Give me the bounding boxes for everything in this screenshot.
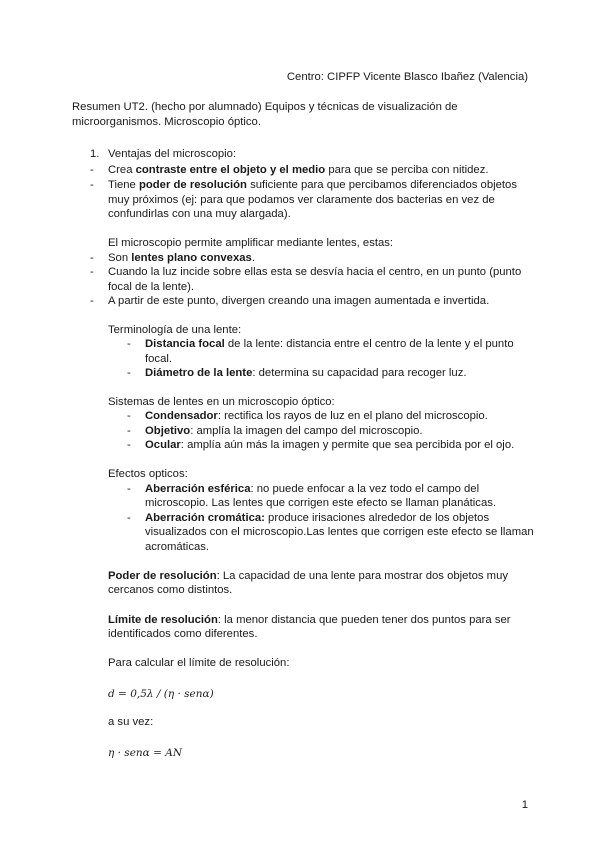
bullet-marker: - xyxy=(127,439,131,451)
item-bold: Condensador xyxy=(145,410,218,422)
section-number: 1. xyxy=(90,148,100,160)
list-item xyxy=(145,337,514,352)
list-item: A partir de este punto, divergen creando una imagen aumentada e invertida. xyxy=(108,295,490,307)
term-text: : La capacidad de una lente para mostrar dos objetos muy xyxy=(216,570,508,582)
bullet-marker: - xyxy=(90,179,94,191)
bullet-marker: - xyxy=(127,425,131,437)
item-bold: Diámetro de la lente xyxy=(145,367,253,379)
list-item xyxy=(145,409,488,424)
list-item xyxy=(145,511,489,526)
item-text: de la lente: distancia entre el centro de la lente y el punto xyxy=(224,338,514,350)
item-text: produce irisaciones alrededor de los objetos xyxy=(264,512,490,524)
list-item-continuation: focal de la lente). xyxy=(108,281,195,293)
item-text: para que se perciba con nitidez. xyxy=(325,164,489,176)
bullet-marker: - xyxy=(90,295,94,307)
term-bold: Límite de resolución xyxy=(108,614,218,626)
item-bold: Ocular xyxy=(145,439,181,451)
bullet-marker: - xyxy=(127,483,131,495)
definition-paragraph xyxy=(108,613,511,628)
section-heading: Ventajas del microscopio: xyxy=(108,148,237,160)
bullet-marker: - xyxy=(127,367,131,379)
paragraph: Efectos opticos: xyxy=(108,468,188,480)
list-item xyxy=(108,251,255,266)
item-text: : amplía la imagen del campo del microscopio. xyxy=(190,425,423,437)
item-text: Tiene xyxy=(108,179,139,191)
paragraph: Terminología de una lente: xyxy=(108,324,242,336)
document-title: Resumen UT2. (hecho por alumnado) Equipos y técnicas de visualización de microorganismos. Microscopio óptico. xyxy=(72,101,458,128)
item-text: : determina su capacidad para recoger luz. xyxy=(252,367,467,379)
item-bold: Aberración esférica xyxy=(145,483,251,495)
item-text: : no puede enfocar a la vez todo el campo del xyxy=(250,483,480,495)
list-item-continuation: muy próximos (ej: para que podamos ver claramente dos bacterias en vez de xyxy=(108,194,495,206)
item-bold: Distancia focal xyxy=(145,338,225,350)
list-item xyxy=(108,163,489,178)
item-bold: Aberración cromática: xyxy=(145,512,265,524)
definition-paragraph xyxy=(108,569,508,584)
bullet-marker: - xyxy=(90,252,94,264)
item-text: Son xyxy=(108,252,132,264)
item-bold: poder de resolución xyxy=(138,179,247,191)
bullet-marker: - xyxy=(127,338,131,350)
item-text: : rectifica los rayos de luz en el plano del microscopio. xyxy=(217,410,488,422)
page-number: 1 xyxy=(521,799,528,811)
item-bold: Objetivo xyxy=(145,425,191,437)
paragraph: Para calcular el límite de resolución: xyxy=(108,657,290,669)
item-text: : amplía aún más la imagen y permite que sea percibida por el ojo. xyxy=(180,439,515,451)
list-item-continuation: microscopio. Las lentes que corrigen este efecto se llaman planáticas. xyxy=(145,497,497,509)
bullet-marker: - xyxy=(127,410,131,422)
term-bold: Poder de resolución xyxy=(108,570,217,582)
paragraph: El microscopio permite amplificar mediante lentes, estas: xyxy=(108,237,394,249)
list-item: Cuando la luz incide sobre ellas esta se desvía hacia el centro, en un punto (punto xyxy=(108,266,522,278)
list-item xyxy=(145,438,514,453)
paragraph: Sistemas de lentes en un microscopio óptico: xyxy=(108,396,335,408)
item-bold: lentes plano convexas xyxy=(131,252,252,264)
formula-numerical-aperture: η · senα = AN xyxy=(108,747,183,759)
bullet-marker: - xyxy=(90,164,94,176)
bullet-marker: - xyxy=(90,266,94,278)
list-item xyxy=(145,366,467,381)
paragraph: a su vez: xyxy=(108,716,154,728)
list-item-continuation: acromáticas. xyxy=(145,541,210,553)
list-item-continuation: visualizados con el microscopio.Las lentes que corrigen este efecto se llaman xyxy=(145,526,534,538)
list-item-continuation: confundirlas con una muy alargada). xyxy=(108,208,291,220)
bullet-marker: - xyxy=(127,512,131,524)
definition-continuation: identificados como diferentes. xyxy=(108,628,258,640)
item-bold: contraste entre el objeto y el medio xyxy=(135,164,326,176)
list-item xyxy=(145,482,479,497)
item-text: suficiente para que percibamos diferenciados objetos xyxy=(246,179,517,191)
page-header: Centro: CIPFP Vicente Blasco Ibañez (Valencia) xyxy=(286,71,528,83)
term-text: : la menor distancia que pueden tener dos puntos para ser xyxy=(217,614,511,626)
definition-continuation: cercanos como distintos. xyxy=(108,584,233,596)
item-text: Crea xyxy=(108,164,136,176)
list-item xyxy=(108,178,517,193)
item-text: . xyxy=(251,252,255,264)
list-item xyxy=(145,424,423,439)
formula-resolution-limit: d = 0,5λ / (η · senα) xyxy=(108,688,214,700)
list-item-continuation: focal. xyxy=(145,353,173,365)
